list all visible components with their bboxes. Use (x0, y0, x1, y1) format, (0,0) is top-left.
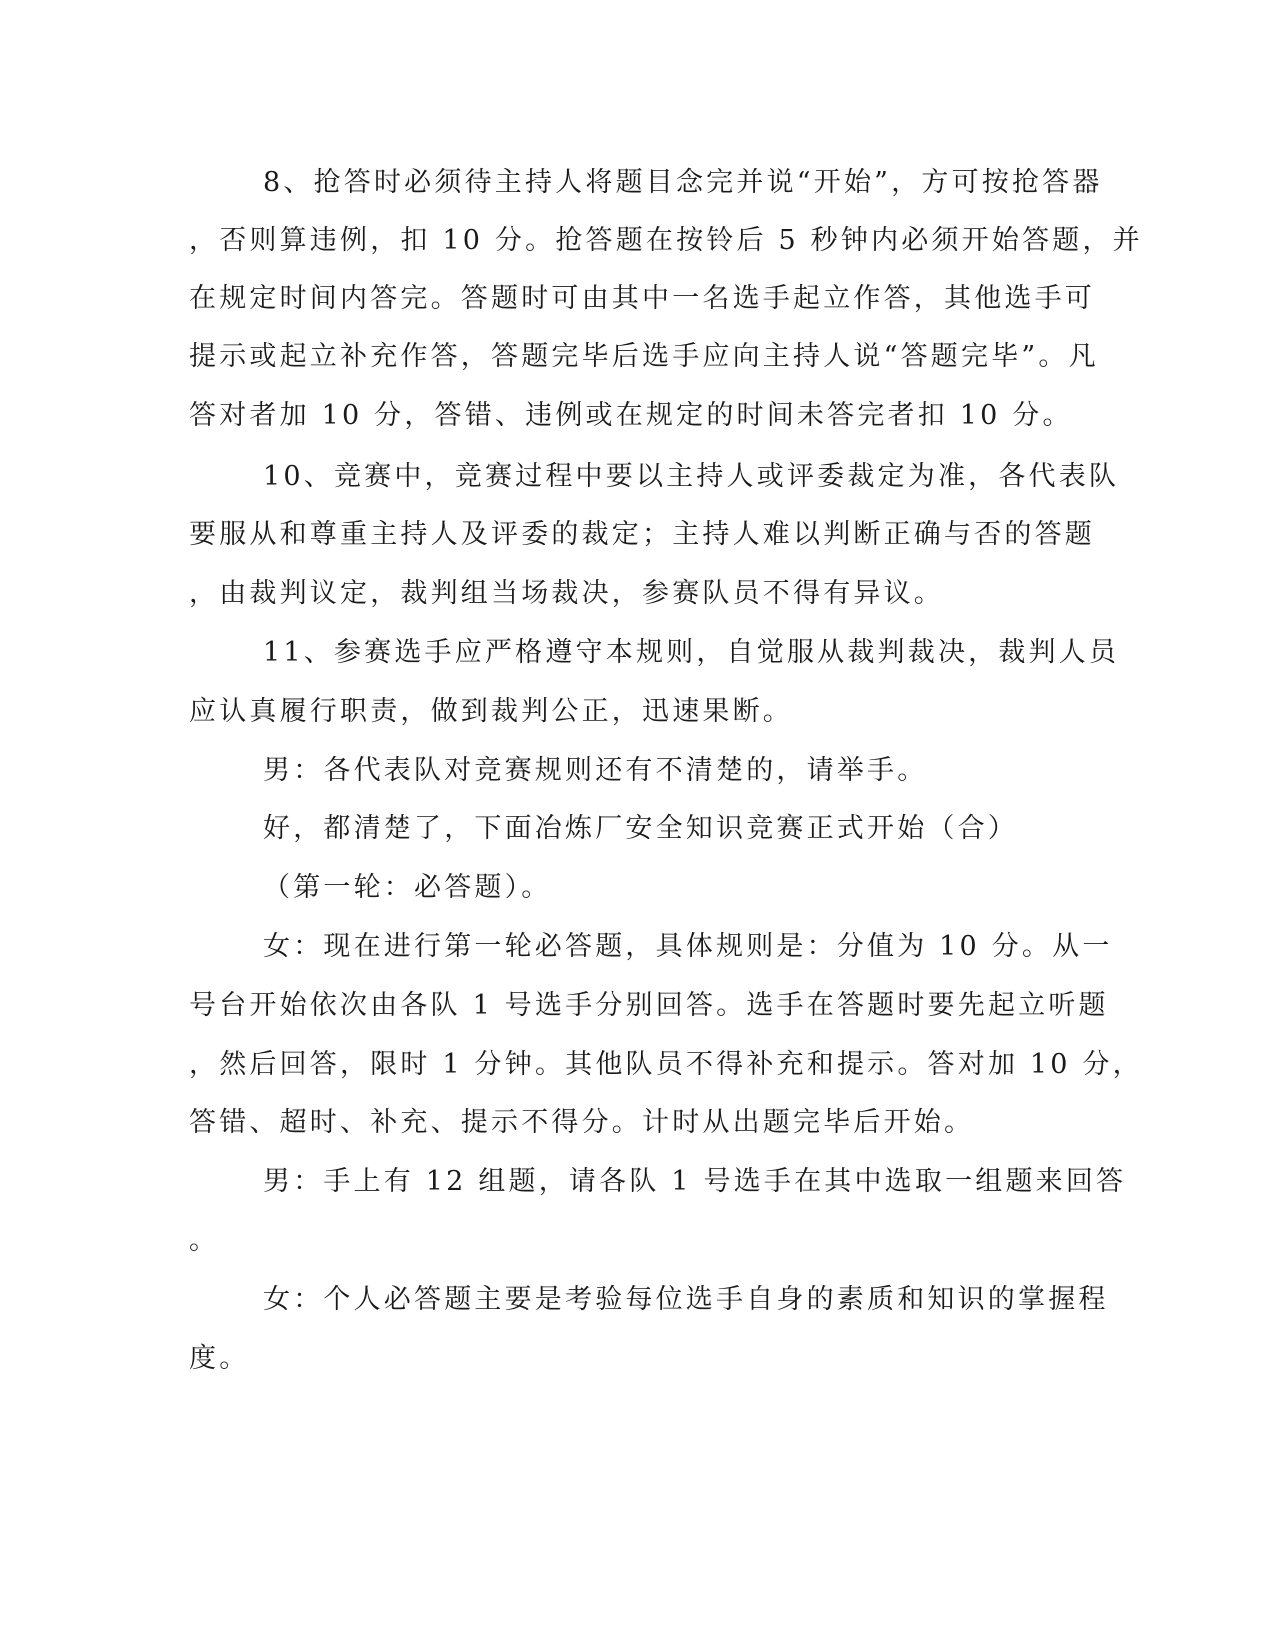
text-line: ，然后回答，限时 1 分钟。其他队员不得补充和提示。答对加 10 分， (189, 1049, 1143, 1080)
text-line: 答错、超时、补充、提示不得分。计时从出题完毕后开始。 (189, 1107, 975, 1138)
text-line: 女：个人必答题主要是考验每位选手自身的素质和知识的掌握程 (263, 1284, 1109, 1315)
text-line: 10、竞赛中，竞赛过程中要以主持人或评委裁定为准，各代表队 (263, 461, 1120, 492)
text-line: 要服从和尊重主持人及评委的裁定；主持人难以判断正确与否的答题 (189, 519, 1095, 550)
text-line: 号台开始依次由各队 1 号选手分别回答。选手在答题时要先起立听题 (189, 990, 1109, 1021)
text-line: 答对者加 10 分，答错、违例或在规定的时间未答完者扣 10 分。 (189, 400, 1073, 431)
text-line: 在规定时间内答完。答题时可由其中一名选手起立作答，其他选手可 (189, 283, 1095, 314)
text-line: 好，都清楚了，下面冶炼厂安全知识竞赛正式开始（合） (263, 813, 1018, 844)
text-line: 提示或起立补充作答，答题完毕后选手应向主持人说“答题完毕”。凡 (189, 341, 1099, 372)
text-line: 11、参赛选手应严格遵守本规则，自觉服从裁判裁决，裁判人员 (263, 637, 1120, 668)
text-line: 8、抢答时必须待主持人将题目念完并说“开始”，方可按抢答器 (263, 167, 1103, 198)
text-line: ，由裁判议定，裁判组当场裁决，参赛队员不得有异议。 (189, 578, 944, 609)
text-line: 男：各代表队对竞赛规则还有不清楚的，请举手。 (263, 755, 928, 786)
text-line: 。 (189, 1225, 220, 1256)
text-line: 度。 (189, 1343, 250, 1374)
text-line: 女：现在进行第一轮必答题，具体规则是：分值为 10 分。从一 (263, 931, 1113, 962)
text-line: （第一轮：必答题）。 (263, 872, 552, 903)
text-line: 男：手上有 12 组题，请各队 1 号选手在其中选取一组题来回答 (263, 1166, 1127, 1197)
text-line: 应认真履行职责，做到裁判公正，迅速果断。 (189, 696, 793, 727)
text-line: ，否则算违例，扣 10 分。抢答题在按铃后 5 秒钟内必须开始答题，并 (189, 225, 1143, 256)
